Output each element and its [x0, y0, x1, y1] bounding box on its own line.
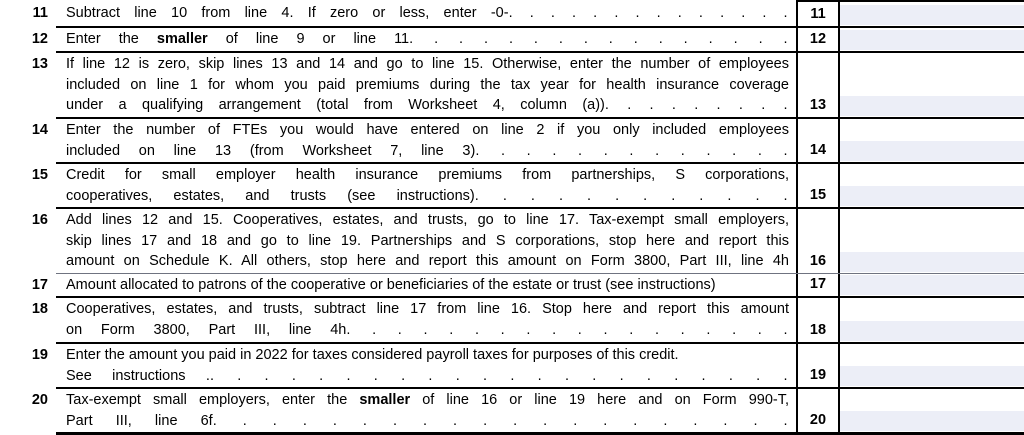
row-description — [56, 28, 798, 51]
row-line-number: 13 — [31, 56, 48, 72]
desc-text: Enter the — [66, 31, 157, 47]
amount-entry-box[interactable] — [840, 53, 1024, 117]
row-number-box: 19 — [798, 344, 840, 387]
row-line-number: 12 — [31, 31, 48, 47]
row-number-box: 12 — [798, 28, 840, 51]
desc-text: under a qualifying arrangement (total from Worksheet 4, column (a)) — [66, 97, 605, 113]
row-line-number: 16 — [31, 212, 48, 228]
row-line-number: 14 — [31, 122, 48, 138]
desc-text: cooperatives, estates, and trusts (see instructions) — [66, 187, 475, 204]
amount-entry-box[interactable] — [840, 298, 1024, 342]
dot-leader: . . . . . . . . . — [604, 97, 789, 113]
desc-text: See instructions . — [66, 367, 210, 384]
row-number-box: 17 — [798, 274, 840, 296]
dot-leader: . . . . . . . . . . . . . . . . . . . . — [212, 412, 789, 429]
desc-text: Amount allocated to patrons of the cooperative or beneficiaries of the estate or trust (see instructions) — [66, 277, 716, 293]
table-row — [0, 2, 1024, 26]
desc-text: If line 12 is zero, skip lines 13 and 14 and go to line 15. Otherwise, enter the number of employees — [66, 56, 789, 72]
dot-leader: . . . . . . . . . . . . . — [475, 142, 789, 159]
desc-text: Enter the amount you paid in 2022 for taxes considered payroll taxes for purposes of this credit. — [66, 347, 679, 363]
desc-text: Cooperatives, estates, and trusts, subtract line 17 from line 16. Stop here and report this amount — [66, 301, 789, 317]
row-description — [56, 2, 798, 26]
row-line-number: 20 — [31, 392, 48, 408]
amount-entry-box[interactable] — [840, 164, 1024, 207]
row-description — [56, 164, 798, 207]
dot-leader: . . . . . . . . . . . . . . — [508, 5, 790, 21]
row-description — [56, 274, 798, 296]
dot-leader: . . . . . . . . . . . . — [474, 187, 789, 204]
desc-text: Credit for small employer health insurance premiums from partnerships, S corporations, — [66, 167, 789, 183]
row-description — [56, 298, 798, 342]
amount-entry-box[interactable] — [840, 28, 1024, 51]
table-row — [0, 53, 1024, 117]
row-number-box: 15 — [798, 164, 840, 207]
amount-entry-box[interactable] — [840, 209, 1024, 273]
dot-leader: . . . . . . . . . . . . . . . . . . . . . . — [209, 367, 789, 384]
table-row — [0, 298, 1024, 342]
desc-emphasis: smaller — [156, 31, 208, 47]
table-row — [0, 274, 1024, 296]
desc-text: included on line 1 for whom you paid premiums during the tax year for health insurance coverage — [66, 76, 789, 93]
row-description — [56, 53, 798, 117]
row-line-number: 15 — [31, 167, 48, 183]
desc-text: Tax-exempt small employers, enter the — [66, 392, 360, 408]
amount-entry-box[interactable] — [840, 344, 1024, 387]
dot-leader: . . . . . . . . . . . . . . . . . . — [346, 321, 790, 338]
row-line-number: 18 — [31, 301, 48, 317]
desc-text: Subtract line 10 from line 4. If zero or less, enter -0- — [66, 5, 509, 21]
desc-text: Enter the number of FTEs you would have entered on line 2 if you only included employees — [66, 122, 789, 138]
desc-text: amount on Schedule K. All others, stop here and report this amount on Form 3800, Part III, line 4h — [66, 253, 789, 269]
table-row — [0, 28, 1024, 51]
amount-entry-box[interactable] — [840, 2, 1024, 26]
row-description — [56, 209, 798, 273]
row-line-number: 19 — [31, 347, 48, 363]
desc-text: Part III, line 6f — [66, 412, 213, 429]
desc-text-cont: of line 9 or line 11 — [207, 31, 410, 47]
desc-text-cont: of line 16 or line 19 here and on Form 990-T, — [410, 392, 790, 408]
desc-text: on Form 3800, Part III, line 4h — [66, 321, 347, 338]
table-row — [0, 344, 1024, 387]
table-row — [0, 209, 1024, 273]
dot-leader: . . . . . . . . . . . . . . . . — [409, 31, 790, 47]
desc-text: skip lines 17 and 18 and go to line 19. Partnerships and S corporations, stop here and report this — [66, 232, 789, 249]
row-number-box: 18 — [798, 298, 840, 342]
row-line-number: 11 — [32, 5, 48, 21]
amount-entry-box[interactable] — [840, 119, 1024, 162]
amount-entry-box[interactable] — [840, 389, 1024, 432]
row-description — [56, 389, 798, 432]
row-number-box: 11 — [798, 2, 840, 26]
table-row — [0, 164, 1024, 207]
desc-emphasis: smaller — [359, 392, 411, 408]
amount-entry-box[interactable] — [840, 274, 1024, 296]
desc-text: included on line 13 (from Worksheet 7, line 3) — [66, 142, 476, 159]
desc-text: Add lines 12 and 15. Cooperatives, estates, and trusts, go to line 17. Tax-exempt small employers, — [66, 212, 789, 228]
table-row — [0, 119, 1024, 162]
row-number-box: 14 — [798, 119, 840, 162]
row-description — [56, 344, 798, 387]
row-line-number: 17 — [31, 277, 48, 293]
row-number-box: 13 — [798, 53, 840, 117]
row-description — [56, 119, 798, 162]
row-number-box: 20 — [798, 389, 840, 432]
row-number-box: 16 — [798, 209, 840, 273]
table-row — [0, 389, 1024, 432]
